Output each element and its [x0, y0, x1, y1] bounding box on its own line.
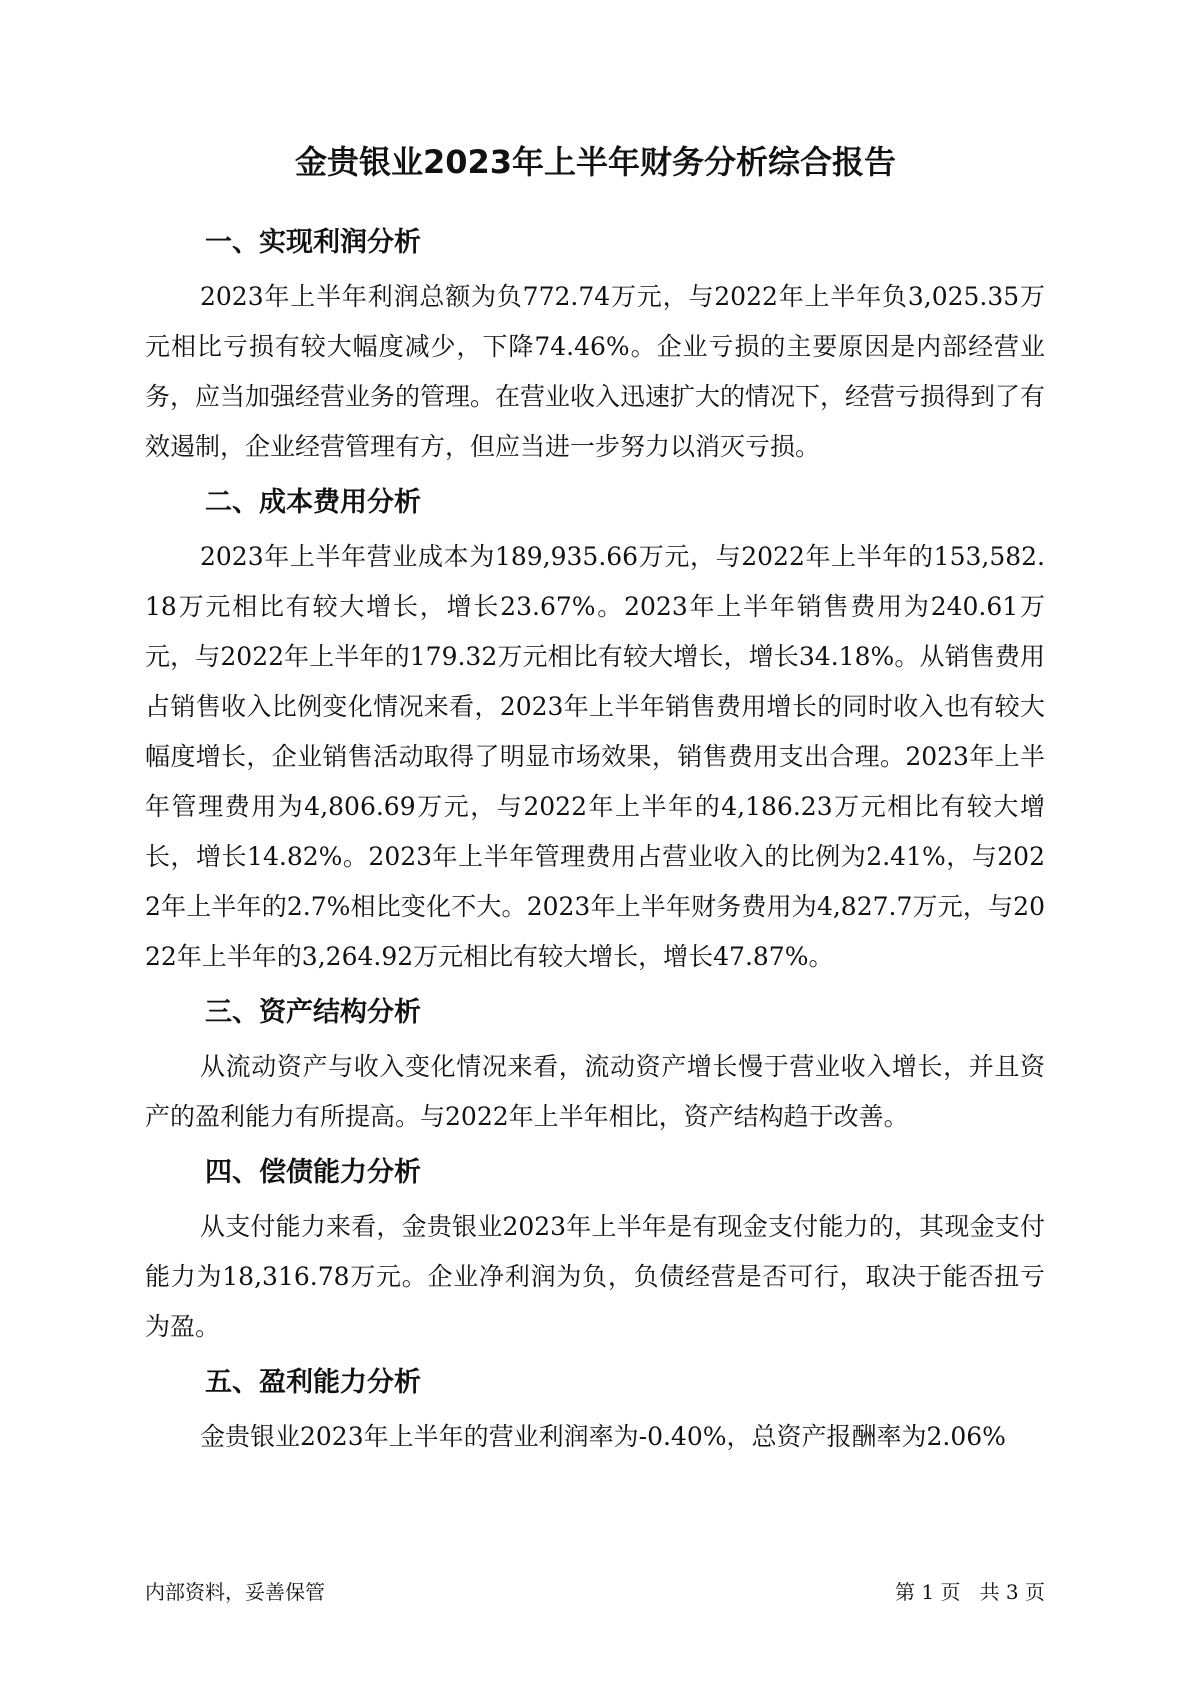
section-profitability — [145, 1362, 1045, 1462]
page-footer — [145, 1578, 1045, 1606]
document-title: 金贵银业2023年上半年财务分析综合报告 — [294, 143, 897, 181]
footer-confidential-note: 内部资料，妥善保管 — [145, 1580, 325, 1604]
section-paragraph: 2023年上半年利润总额为负772.74万元，与2022年上半年负3,025.35万元相比亏损有较大幅度减少，下降74.46%。企业亏损的主要原因是内部经营业务，应当加强经营业务的管理。在营业收入迅速扩大的情况下，经营亏损得到了有效遏制，企业经营管理有方，但应当进一步努力以消灭亏损。 — [145, 282, 1046, 461]
section-heading: 一、实现利润分析 — [205, 227, 421, 258]
section-paragraph: 从流动资产与收入变化情况来看，流动资产增长慢于营业收入增长，并且资产的盈利能力有所提高。与2022年上半年相比，资产结构趋于改善。 — [145, 1052, 1045, 1131]
section-heading: 二、成本费用分析 — [205, 487, 421, 518]
section-solvency — [145, 1152, 1045, 1352]
page-number: 第 1 页 共 3 页 — [895, 1580, 1045, 1604]
section-paragraph: 从支付能力来看，金贵银业2023年上半年是有现金支付能力的，其现金支付能力为18,316.78万元。企业净利润为负，负债经营是否可行，取决于能否扭亏为盈。 — [145, 1212, 1045, 1341]
section-profit — [145, 222, 1045, 472]
section-paragraph: 金贵银业2023年上半年的营业利润率为-0.40%，总资产报酬率为2.06% — [200, 1422, 1006, 1451]
document-body — [145, 222, 1045, 1472]
section-asset-structure — [145, 992, 1045, 1142]
section-cost — [145, 482, 1045, 982]
section-heading: 三、资产结构分析 — [205, 997, 421, 1028]
section-heading: 五、盈利能力分析 — [205, 1367, 421, 1398]
section-heading: 四、偿债能力分析 — [205, 1157, 421, 1188]
section-paragraph: 2023年上半年营业成本为189,935.66万元，与2022年上半年的153,582.18万元相比有较大增长，增长23.67%。2023年上半年销售费用为240.61万元，与2022年上半年的179.32万元相比有较大增长，增长34.18%。从销售费用占销售收入比例变化情况来看，2023年上半年销售费用增长的同时收入也有较大幅度增长，企业销售活动取得了明显市场效果，销售费用支出合理。2023年上半年管理费用为4,806.69万元，与2022年上半年的4,186.23万元相比有较大增长，增长14.82%。2023年上半年管理费用占营业收入的比例为2.41%，与2022年上半年的2.7%相比变化不大。2023年上半年财务费用为4,827.7万元，与2022年上半年的3,264.92万元相比有较大增长，增长47.87%。 — [145, 542, 1045, 971]
